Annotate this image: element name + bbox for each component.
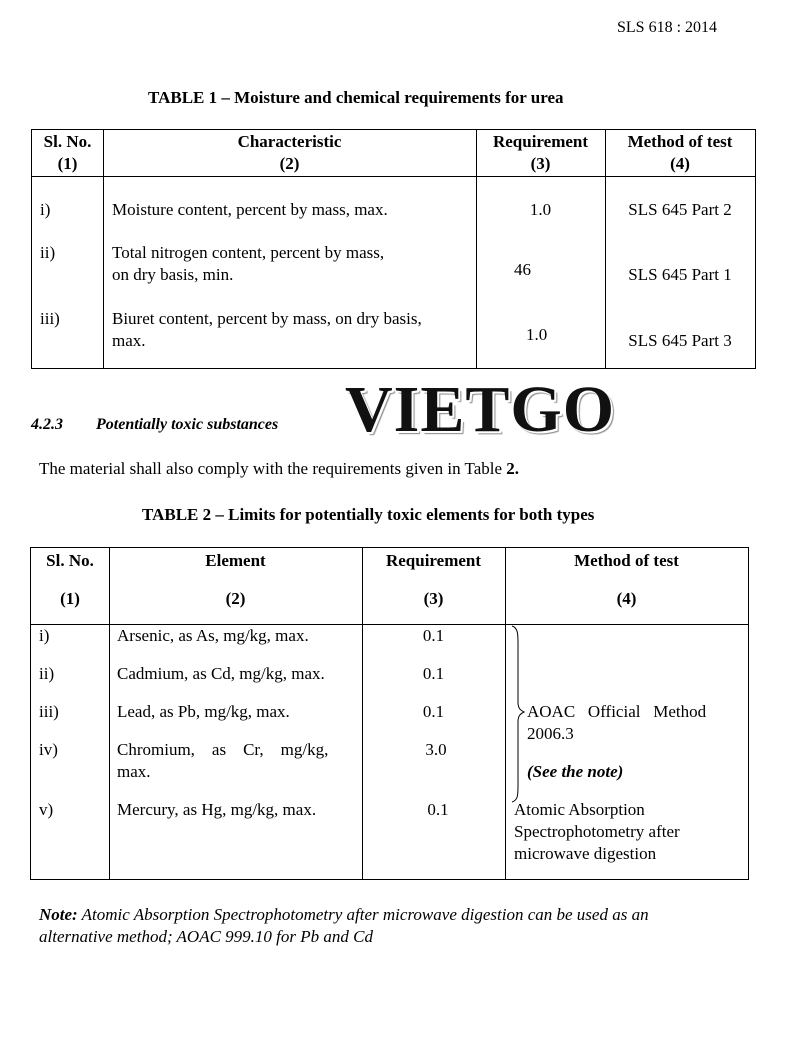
table-row-requirement: 0.1 xyxy=(422,702,445,721)
table-note: Note: Atomic Absorption Spectrophotometry after microwave digestion can be used as an alternative method; AOAC 999.10 for Pb and Cd xyxy=(39,905,649,946)
table-row-sl: i) xyxy=(40,200,51,219)
table-row-requirement: 46 xyxy=(514,260,531,279)
table-row-characteristic: Biuret content, percent by mass, on dry basis, max. xyxy=(112,309,422,350)
table2-header-requirement: Requirement (3) xyxy=(385,551,482,608)
table2-header-element: Element (2) xyxy=(205,551,266,608)
table-row-method: SLS 645 Part 2 xyxy=(628,200,732,219)
method-note-ref: (See the note) xyxy=(527,762,624,781)
table-row-sl: iii) xyxy=(39,702,59,721)
table-row-characteristic: Total nitrogen content, percent by mass, on dry basis, min. xyxy=(112,243,385,284)
table2-header-slno: Sl. No. (1) xyxy=(46,551,94,608)
table-row-requirement: 1.0 xyxy=(529,200,552,219)
standard-code: SLS 618 : 2014 xyxy=(617,19,718,36)
table-row-sl: iv) xyxy=(39,740,58,759)
section-number: 4.2.3 xyxy=(31,416,63,433)
table1-header-requirement: Requirement (3) xyxy=(492,132,589,173)
table1 xyxy=(31,129,756,369)
table-row-sl: v) xyxy=(39,800,54,819)
vietgo-logo: VIETGO xyxy=(345,373,616,446)
table-row-requirement: 0.1 xyxy=(427,800,449,819)
table-row-sl: iii) xyxy=(40,309,60,328)
table-row-requirement: 0.1 xyxy=(422,626,445,645)
table-row-element: Cadmium, as Cd, mg/kg, max. xyxy=(117,664,325,683)
table-row-characteristic: Moisture content, percent by mass, max. xyxy=(112,200,388,219)
table-row-method: SLS 645 Part 3 xyxy=(628,331,732,350)
table1-header-slno: Sl. No. (1) xyxy=(43,132,92,173)
table-row-sl: ii) xyxy=(39,664,55,683)
curly-brace-icon xyxy=(510,624,528,804)
table1-header-method: Method of test (4) xyxy=(627,132,733,173)
table-row-element: Lead, as Pb, mg/kg, max. xyxy=(117,702,290,721)
table-row-sl: i) xyxy=(39,626,50,645)
table-row-sl: ii) xyxy=(40,243,56,262)
table-row-requirement: 3.0 xyxy=(425,740,447,759)
table-row-method: SLS 645 Part 1 xyxy=(628,265,732,284)
table-row-element: Arsenic, as As, mg/kg, max. xyxy=(117,626,309,645)
method-aas: Atomic Absorption Spectrophotometry after microwave digestion xyxy=(514,800,680,863)
table-row-element: Chromium, as Cr, mg/kg, max. xyxy=(117,740,329,781)
section-paragraph: The material shall also comply with the requirements given in Table 2. xyxy=(39,459,520,478)
table2-caption: TABLE 2 – Limits for potentially toxic elements for both types xyxy=(142,505,595,524)
table-row-requirement: 1.0 xyxy=(526,325,548,344)
table2 xyxy=(30,547,749,880)
section-title: Potentially toxic substances xyxy=(96,416,279,433)
table2-header-method: Method of test (4) xyxy=(574,551,679,608)
table1-header-characteristic: Characteristic (2) xyxy=(237,132,342,173)
table-row-requirement: 0.1 xyxy=(422,664,445,683)
table1-caption: TABLE 1 – Moisture and chemical requirements for urea xyxy=(148,88,564,107)
method-aoac: AOAC Official Method 2006.3 xyxy=(527,702,707,743)
table-row-element: Mercury, as Hg, mg/kg, max. xyxy=(117,800,317,819)
